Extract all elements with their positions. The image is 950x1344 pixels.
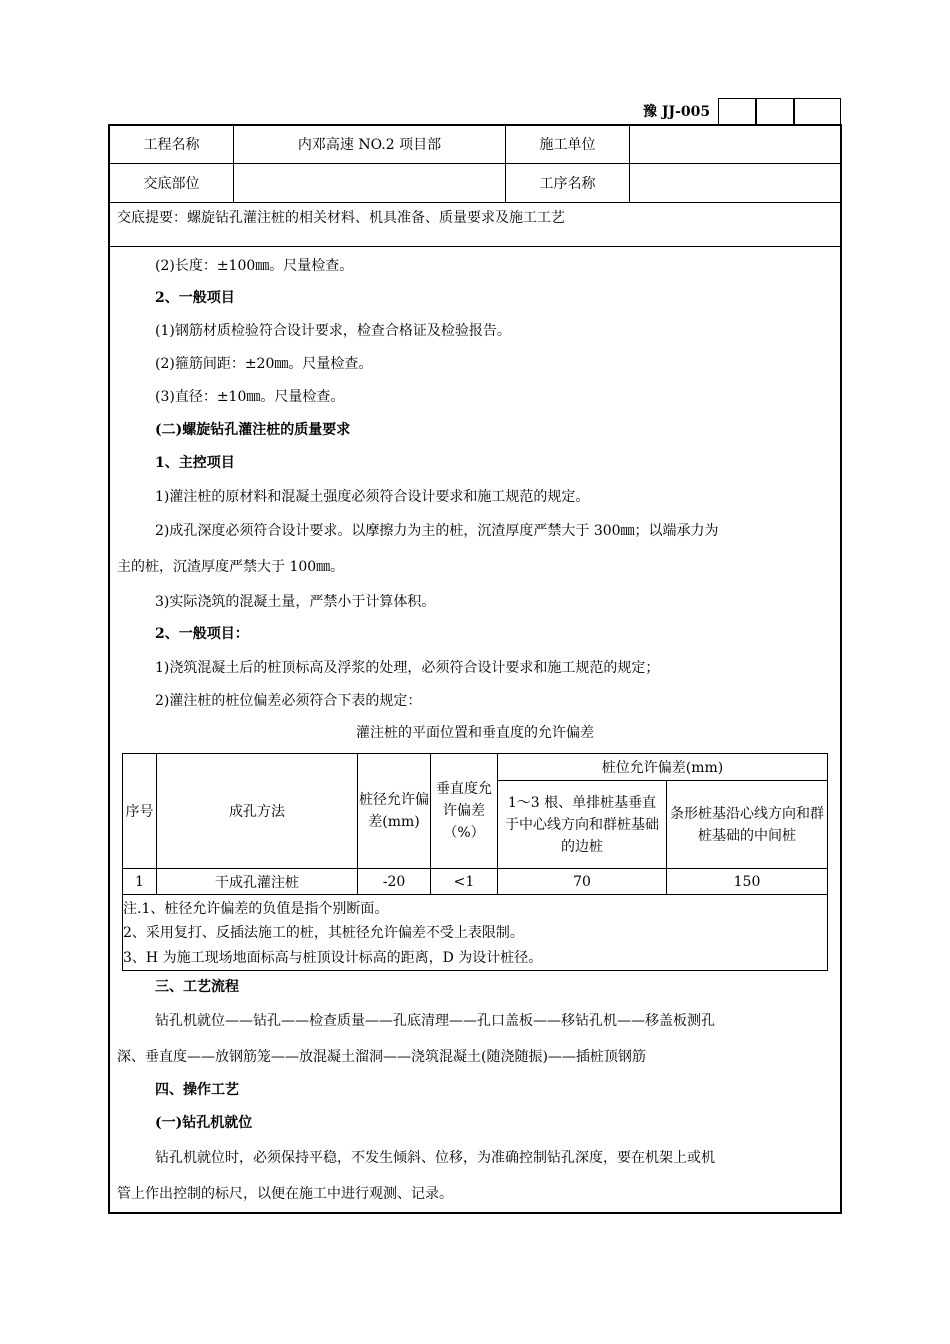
body-line: 主的桩，沉渣厚度严禁大于 100㎜。 [117,559,345,575]
table-caption: 灌注桩的平面位置和垂直度的允许偏差 [356,725,594,741]
table-cell: <1 [453,873,475,890]
body-line: 1)灌注桩的原材料和混凝土强度必须符合设计要求和施工规范的规定。 [155,489,590,505]
section-heading: 三、工艺流程 [155,979,239,995]
section-heading: 2、一般项目 [155,290,235,306]
table-cell: 1 [135,873,144,890]
divider [629,125,630,202]
header-seq: 序号 [125,804,154,820]
document-code: 豫 JJ-005 [643,104,711,120]
code-box [718,98,756,124]
table-cell: 150 [733,873,761,890]
table-note: 2、采用复打、反插法施工的桩，其桩径允许偏差不受上表限制。 [123,925,524,941]
body-line: (3)直径：±10㎜。尺量检查。 [155,389,345,405]
body-line: 钻孔机就位——钻孔——检查质量——孔底清理——孔口盖板——移钻孔机——移盖板测孔 [155,1013,715,1029]
body-line: (2)箍筋间距：±20㎜。尺量检查。 [155,356,373,372]
table-cell: -20 [382,873,406,890]
table-note: 3、H 为施工现场地面标高与桩顶设计标高的距离，D 为设计桩径。 [123,950,543,966]
body-line: 1)浇筑混凝土后的桩顶标高及浮浆的处理，必须符合设计要求和施工规范的规定； [155,660,660,676]
body-line: 钻孔机就位时，必须保持平稳，不发生倾斜、位移，为准确控制钻孔深度，要在机架上或机 [155,1150,715,1166]
header-position-b: 条形桩基沿心线方向和群桩基础的中间桩 [670,805,824,844]
process-name-label: 工序名称 [539,176,596,192]
project-name-value: 内邓高速 NO.2 项目部 [297,137,442,153]
summary: 交底提要：螺旋钻孔灌注桩的相关材料、机具准备、质量要求及施工工艺 [117,210,565,226]
section-heading: 2、一般项目： [155,626,249,642]
disclosure-part-label: 交底部位 [143,176,200,192]
section-heading: (二)螺旋钻孔灌注桩的质量要求 [155,422,351,438]
code-box [794,98,841,124]
divider [109,202,841,203]
body-line: 2)灌注桩的桩位偏差必须符合下表的规定： [155,693,422,709]
table-note: 注.1、桩径允许偏差的负值是指个别断面。 [123,901,389,917]
body-line: 深、垂直度——放钢筋笼——放混凝土溜洞——浇筑混凝土(随浇随振)——插桩顶钢筋 [117,1049,646,1065]
header-position-a: 1～3 根、单排桩基垂直于中心线方向和群桩基础的边桩 [505,794,659,855]
body-line: 3)实际浇筑的混凝土量，严禁小于计算体积。 [155,594,436,610]
body-line: 2)成孔深度必须符合设计要求。以摩擦力为主的桩，沉渣厚度严禁大于 300㎜；以端承力为 [155,523,719,539]
section-heading: 1、主控项目 [155,455,235,471]
table-cell: 70 [573,873,591,890]
table-cell: 干成孔灌注桩 [215,874,299,891]
header-position: 桩位允许偏差(mm) [601,760,724,776]
code-box [756,98,794,124]
construction-unit-label: 施工单位 [539,137,596,153]
body-line: 管上作出控制的标尺，以便在施工中进行观测、记录。 [117,1186,453,1202]
body-line: (1)钢筋材质检验符合设计要求，检查合格证及检验报告。 [155,323,511,339]
header-vertical: 垂直度允许偏差（%） [436,781,492,841]
section-heading: 四、操作工艺 [155,1082,239,1098]
divider [123,894,827,895]
header-method: 成孔方法 [229,804,285,820]
body-line: (2)长度：±100㎜。尺量检查。 [155,258,354,274]
project-name-label: 工程名称 [143,137,200,153]
divider [109,246,841,247]
header-diameter: 桩径允许偏差(mm) [359,792,429,830]
section-heading: (一)钻孔机就位 [155,1115,253,1131]
